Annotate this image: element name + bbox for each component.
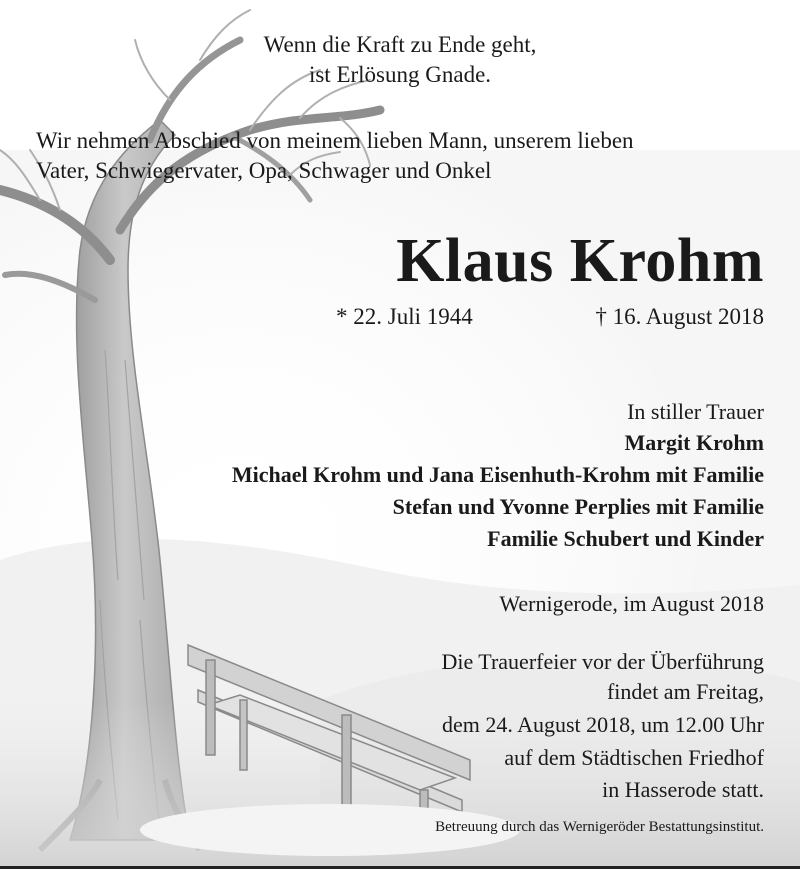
intro-line-1: Wir nehmen Abschied von meinem lieben Mann, unserem lieben [36,128,634,153]
mourner-3: Stefan und Yvonne Perplies mit Familie [392,494,764,519]
death-date: † 16. August 2018 [595,304,764,329]
birth-date: * 22. Juli 1944 [336,304,473,329]
funeral-line-1: Die Trauerfeier vor der Überführung [441,649,764,674]
mourner-2: Michael Krohm und Jana Eisenhuth-Krohm mit Familie [231,462,764,487]
intro-line-2: Vater, Schwiegervater, Opa, Schwager und Onkel [36,158,492,183]
motto-line-2: ist Erlösung Gnade. [308,62,492,87]
footer-note: Betreuung durch das Wernigeröder Bestattungsinstitut. [435,819,764,835]
funeral-line-4: auf dem Städtischen Friedhof [504,745,764,770]
funeral-line-2: findet am Freitag, [606,679,764,704]
funeral-line-5: in Hasserode statt. [602,777,764,802]
mourner-4: Familie Schubert und Kinder [487,526,764,551]
funeral-line-3: dem 24. August 2018, um 12.00 Uhr [441,712,764,737]
place-date: Wernigerode, im August 2018 [499,591,764,616]
deceased-name: Klaus Krohm [396,227,764,295]
mourner-1: Margit Krohm [624,430,764,455]
motto-line-1: Wenn die Kraft zu Ende geht, [263,32,537,57]
mourning-heading: In stiller Trauer [627,399,764,424]
